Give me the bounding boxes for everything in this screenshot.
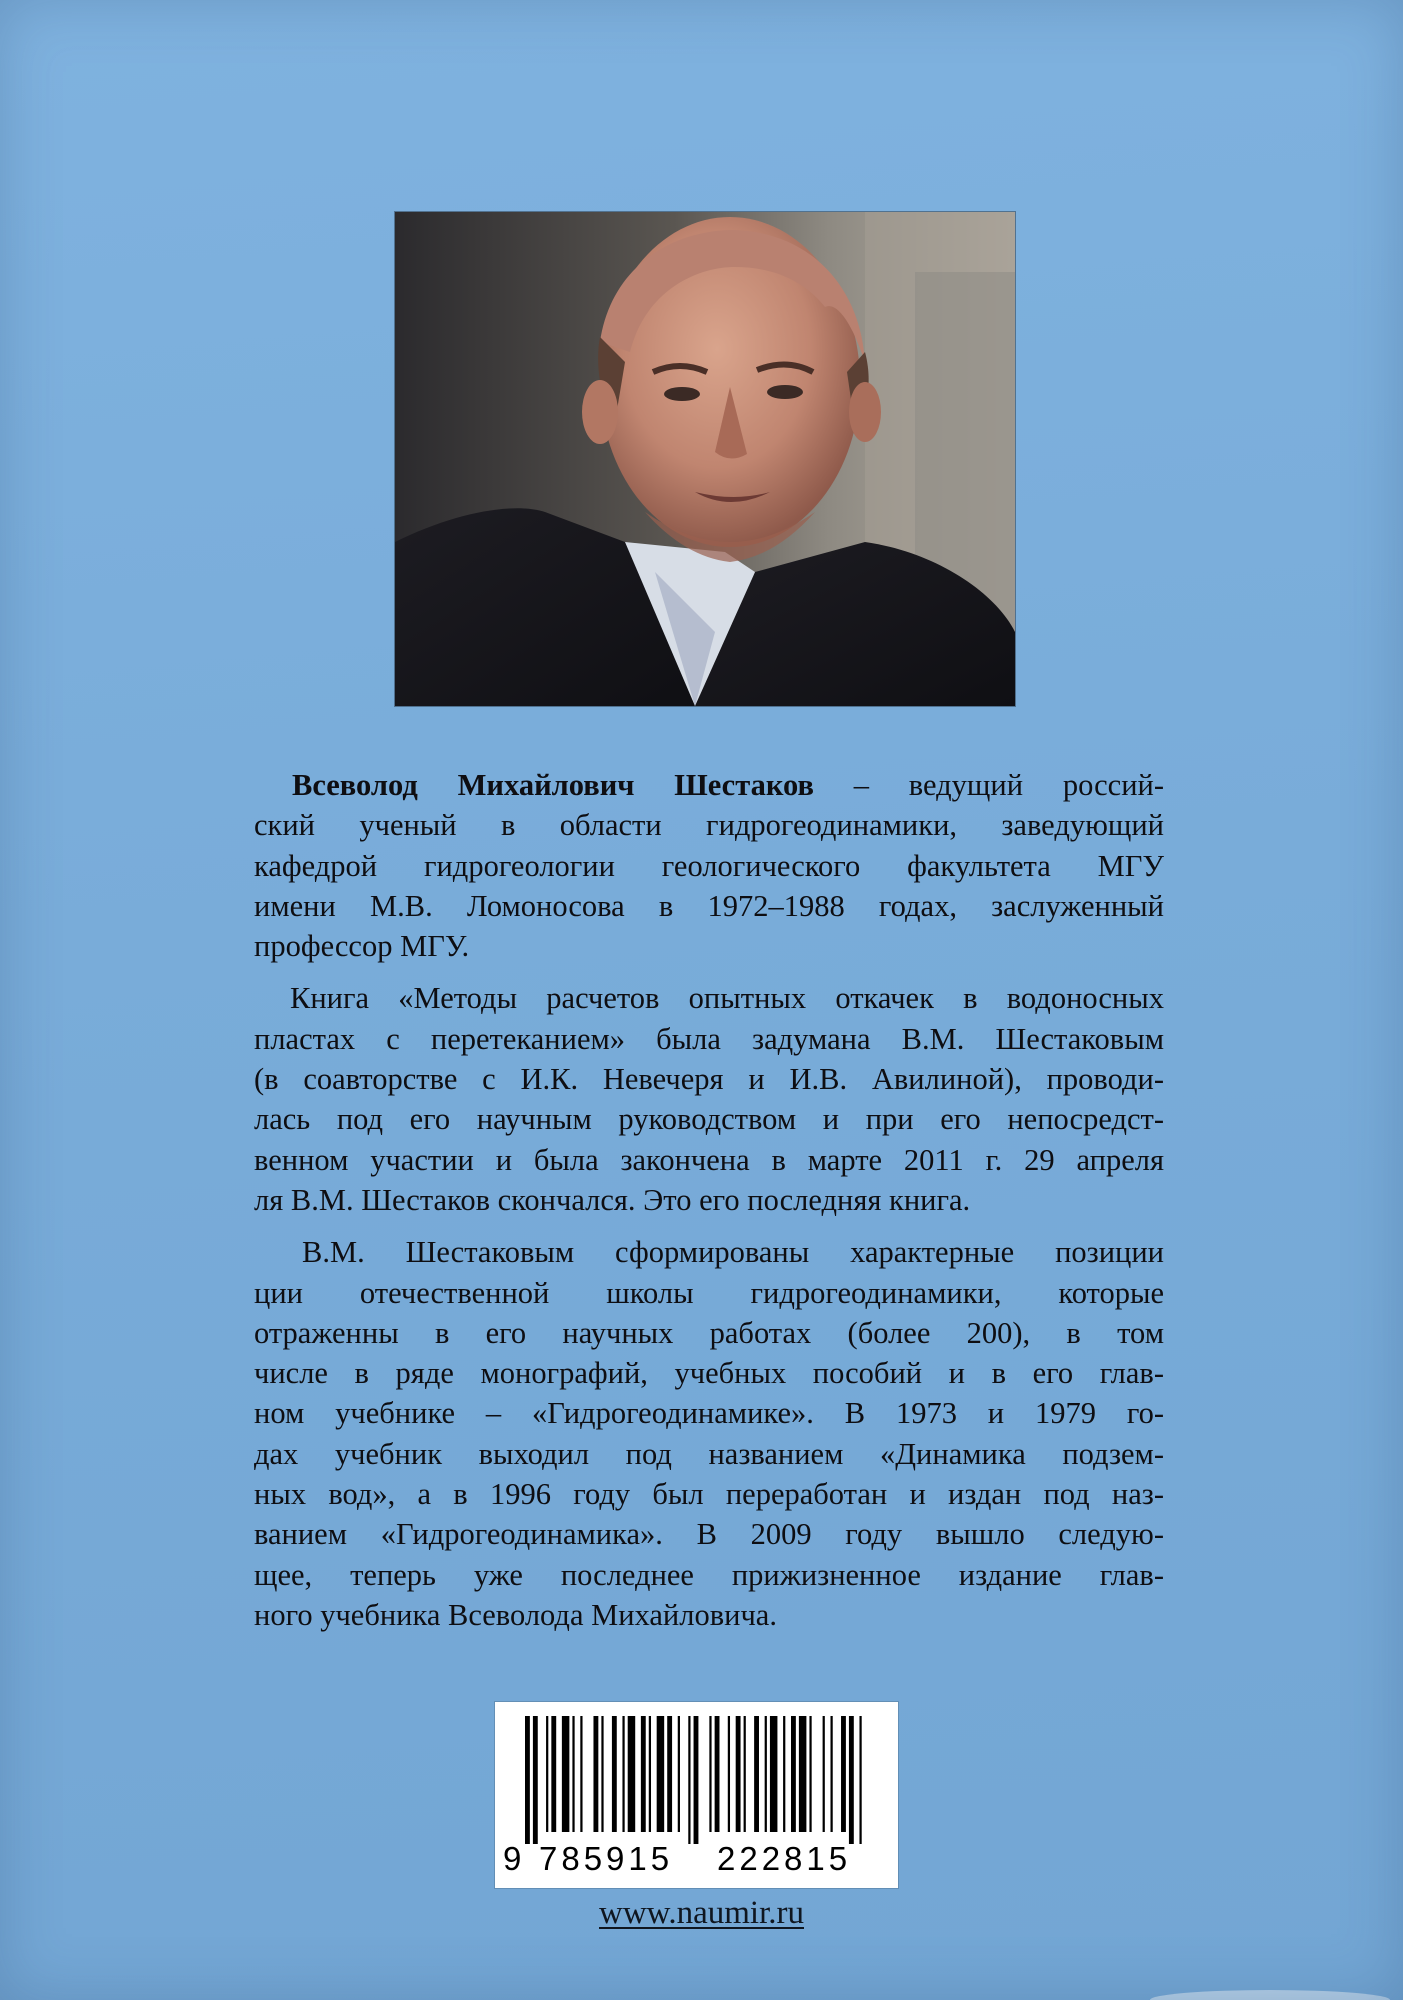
barcode-bar: [859, 1716, 861, 1844]
text-line: Книга «Методы расчетов опытных откачек в водоносных: [290, 981, 1164, 1016]
barcode-bar: [641, 1716, 646, 1832]
barcode-bar: [694, 1716, 699, 1844]
barcode-bar: [551, 1716, 556, 1832]
text-line: лась под его научным руководством и при его непосредст-: [254, 1102, 1164, 1137]
paragraph-2: [254, 978, 1164, 1220]
barcode-bar: [622, 1716, 624, 1832]
barcode-bar: [562, 1716, 570, 1832]
text-line: числе в ряде монографий, учебных пособий и в его глав-: [254, 1356, 1164, 1391]
text-line: ции отечественной школы гидрогеодинамики, которые: [254, 1275, 1164, 1310]
barcode-bar: [601, 1716, 603, 1832]
barcode-bar: [709, 1716, 711, 1832]
isbn-barcode: [495, 1702, 898, 1888]
barcode-bar: [770, 1716, 778, 1832]
barcode-bar: [754, 1716, 759, 1832]
text-line: ский ученый в области гидрогеодинамики, заведующий: [254, 808, 1164, 843]
paragraph-3: [254, 1232, 1164, 1635]
text-line: венном участии и была закончена в марте 2011 г. 29 апреля: [254, 1142, 1164, 1177]
barcode-digit-group-1: 785915: [539, 1840, 674, 1877]
text-line: отраженны в его научных работах (более 200), в том: [254, 1315, 1164, 1350]
text-line: Всеволод Михайлович Шестаков – ведущий россий-: [292, 768, 1164, 802]
barcode-bar: [744, 1716, 746, 1832]
text-line: ванием «Гидрогеодинамика». В 2009 году вышло следую-: [254, 1517, 1164, 1552]
barcode-bar: [678, 1716, 680, 1832]
barcode-bar: [728, 1716, 730, 1832]
barcode-bar: [791, 1716, 796, 1832]
barcode-bar: [580, 1716, 582, 1832]
barcode-bar: [657, 1716, 665, 1832]
barcode-lead-digit: 9: [503, 1840, 526, 1877]
barcode-bar: [849, 1716, 854, 1844]
barcode-bar: [628, 1716, 636, 1832]
text-line: имени М.В. Ломоносова в 1972–1988 годах, заслуженный: [254, 888, 1164, 923]
barcode-bar: [667, 1716, 672, 1832]
barcode-digit-group-2: 222815: [717, 1840, 852, 1877]
text-line: ных вод», а в 1996 году был переработан и издан под наз-: [254, 1477, 1164, 1512]
text-line: профессор МГУ.: [254, 929, 470, 964]
barcode-bar: [799, 1716, 807, 1832]
text-line: пластах с перетеканием» была задумана В.М. Шестаковым: [254, 1021, 1164, 1056]
barcode-bar: [783, 1716, 785, 1832]
barcode-bar: [649, 1716, 651, 1832]
text-line: ля В.М. Шестаков скончался. Это его последняя книга.: [254, 1182, 971, 1217]
text-line: щее, теперь уже последнее прижизненное издание глав-: [254, 1557, 1164, 1592]
text-line: (в соавторстве с И.К. Невечеря и И.В. Авилиной), проводи-: [254, 1062, 1164, 1097]
barcode-bar: [533, 1716, 538, 1844]
barcode-bar: [765, 1716, 767, 1832]
barcode-bar: [715, 1716, 720, 1832]
publisher-website-link[interactable]: www.naumir.ru: [599, 1895, 804, 1931]
author-portrait-photo: [395, 212, 1015, 706]
text-line: ном учебнике – «Гидрогеодинамике». В 1973 и 1979 го-: [254, 1396, 1164, 1431]
text-line: В.М. Шестаковым сформированы характерные позиции: [302, 1235, 1164, 1270]
paragraph-1: [254, 765, 1164, 966]
barcode-bar: [830, 1716, 832, 1832]
scan-edge-mark: [1150, 1990, 1390, 2000]
author-name: Всеволод Михайлович Шестаков: [292, 768, 814, 802]
barcode-bar: [823, 1716, 825, 1832]
text-line: ного учебника Всеволода Михайловича.: [254, 1597, 777, 1632]
text-line: кафедрой гидрогеологии геологического факультета МГУ: [254, 848, 1164, 883]
barcode-bar: [809, 1716, 811, 1832]
text-line: дах учебник выходил под названием «Динамика подзем-: [254, 1436, 1164, 1471]
barcode-bar: [841, 1716, 846, 1832]
barcode-bar: [546, 1716, 548, 1832]
barcode-bar: [572, 1716, 574, 1832]
annotation-text: [254, 765, 1164, 1647]
barcode-bar: [736, 1716, 741, 1832]
barcode-bar: [525, 1716, 530, 1844]
barcode-bar: [612, 1716, 617, 1832]
barcode-bar: [688, 1716, 690, 1844]
barcode-bar: [593, 1716, 598, 1832]
barcode-bars: [525, 1716, 870, 1844]
